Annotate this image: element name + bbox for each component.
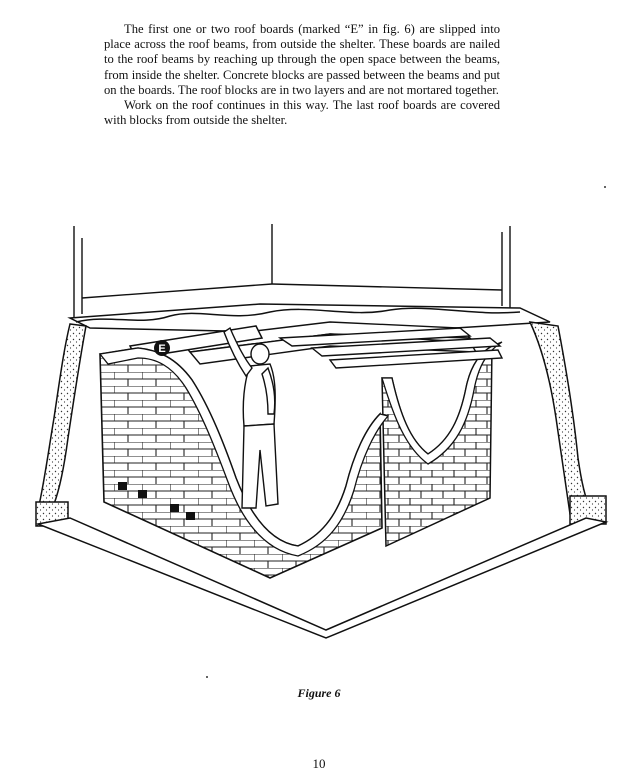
figure-caption: Figure 6 bbox=[297, 686, 341, 700]
page-number: 10 bbox=[312, 756, 326, 771]
callout-e-label: E bbox=[158, 343, 166, 355]
right-foundation-wall bbox=[530, 322, 590, 514]
print-speck bbox=[604, 186, 606, 188]
body-text bbox=[104, 22, 500, 128]
left-foundation-wall bbox=[38, 324, 86, 510]
callout-e bbox=[154, 340, 170, 356]
paragraph-1: The first one or two roof boards (marked “E” in fig. 6) are slipped into place across the roof beams, from outside the shelter. These boards are nailed to the roof beams by reaching up through the open space between the beams, from inside the shelter. Concrete blocks are passed between the beams and put on the boards. The roof blocks are in two layers and are not mortared together. bbox=[104, 22, 500, 97]
paragraph-2: Work on the roof continues in this way. The last roof boards are covered with blocks from outside the shelter. bbox=[104, 98, 500, 128]
print-speck bbox=[206, 676, 208, 678]
shelter-illustration bbox=[30, 218, 615, 648]
front-wall bbox=[100, 348, 382, 578]
